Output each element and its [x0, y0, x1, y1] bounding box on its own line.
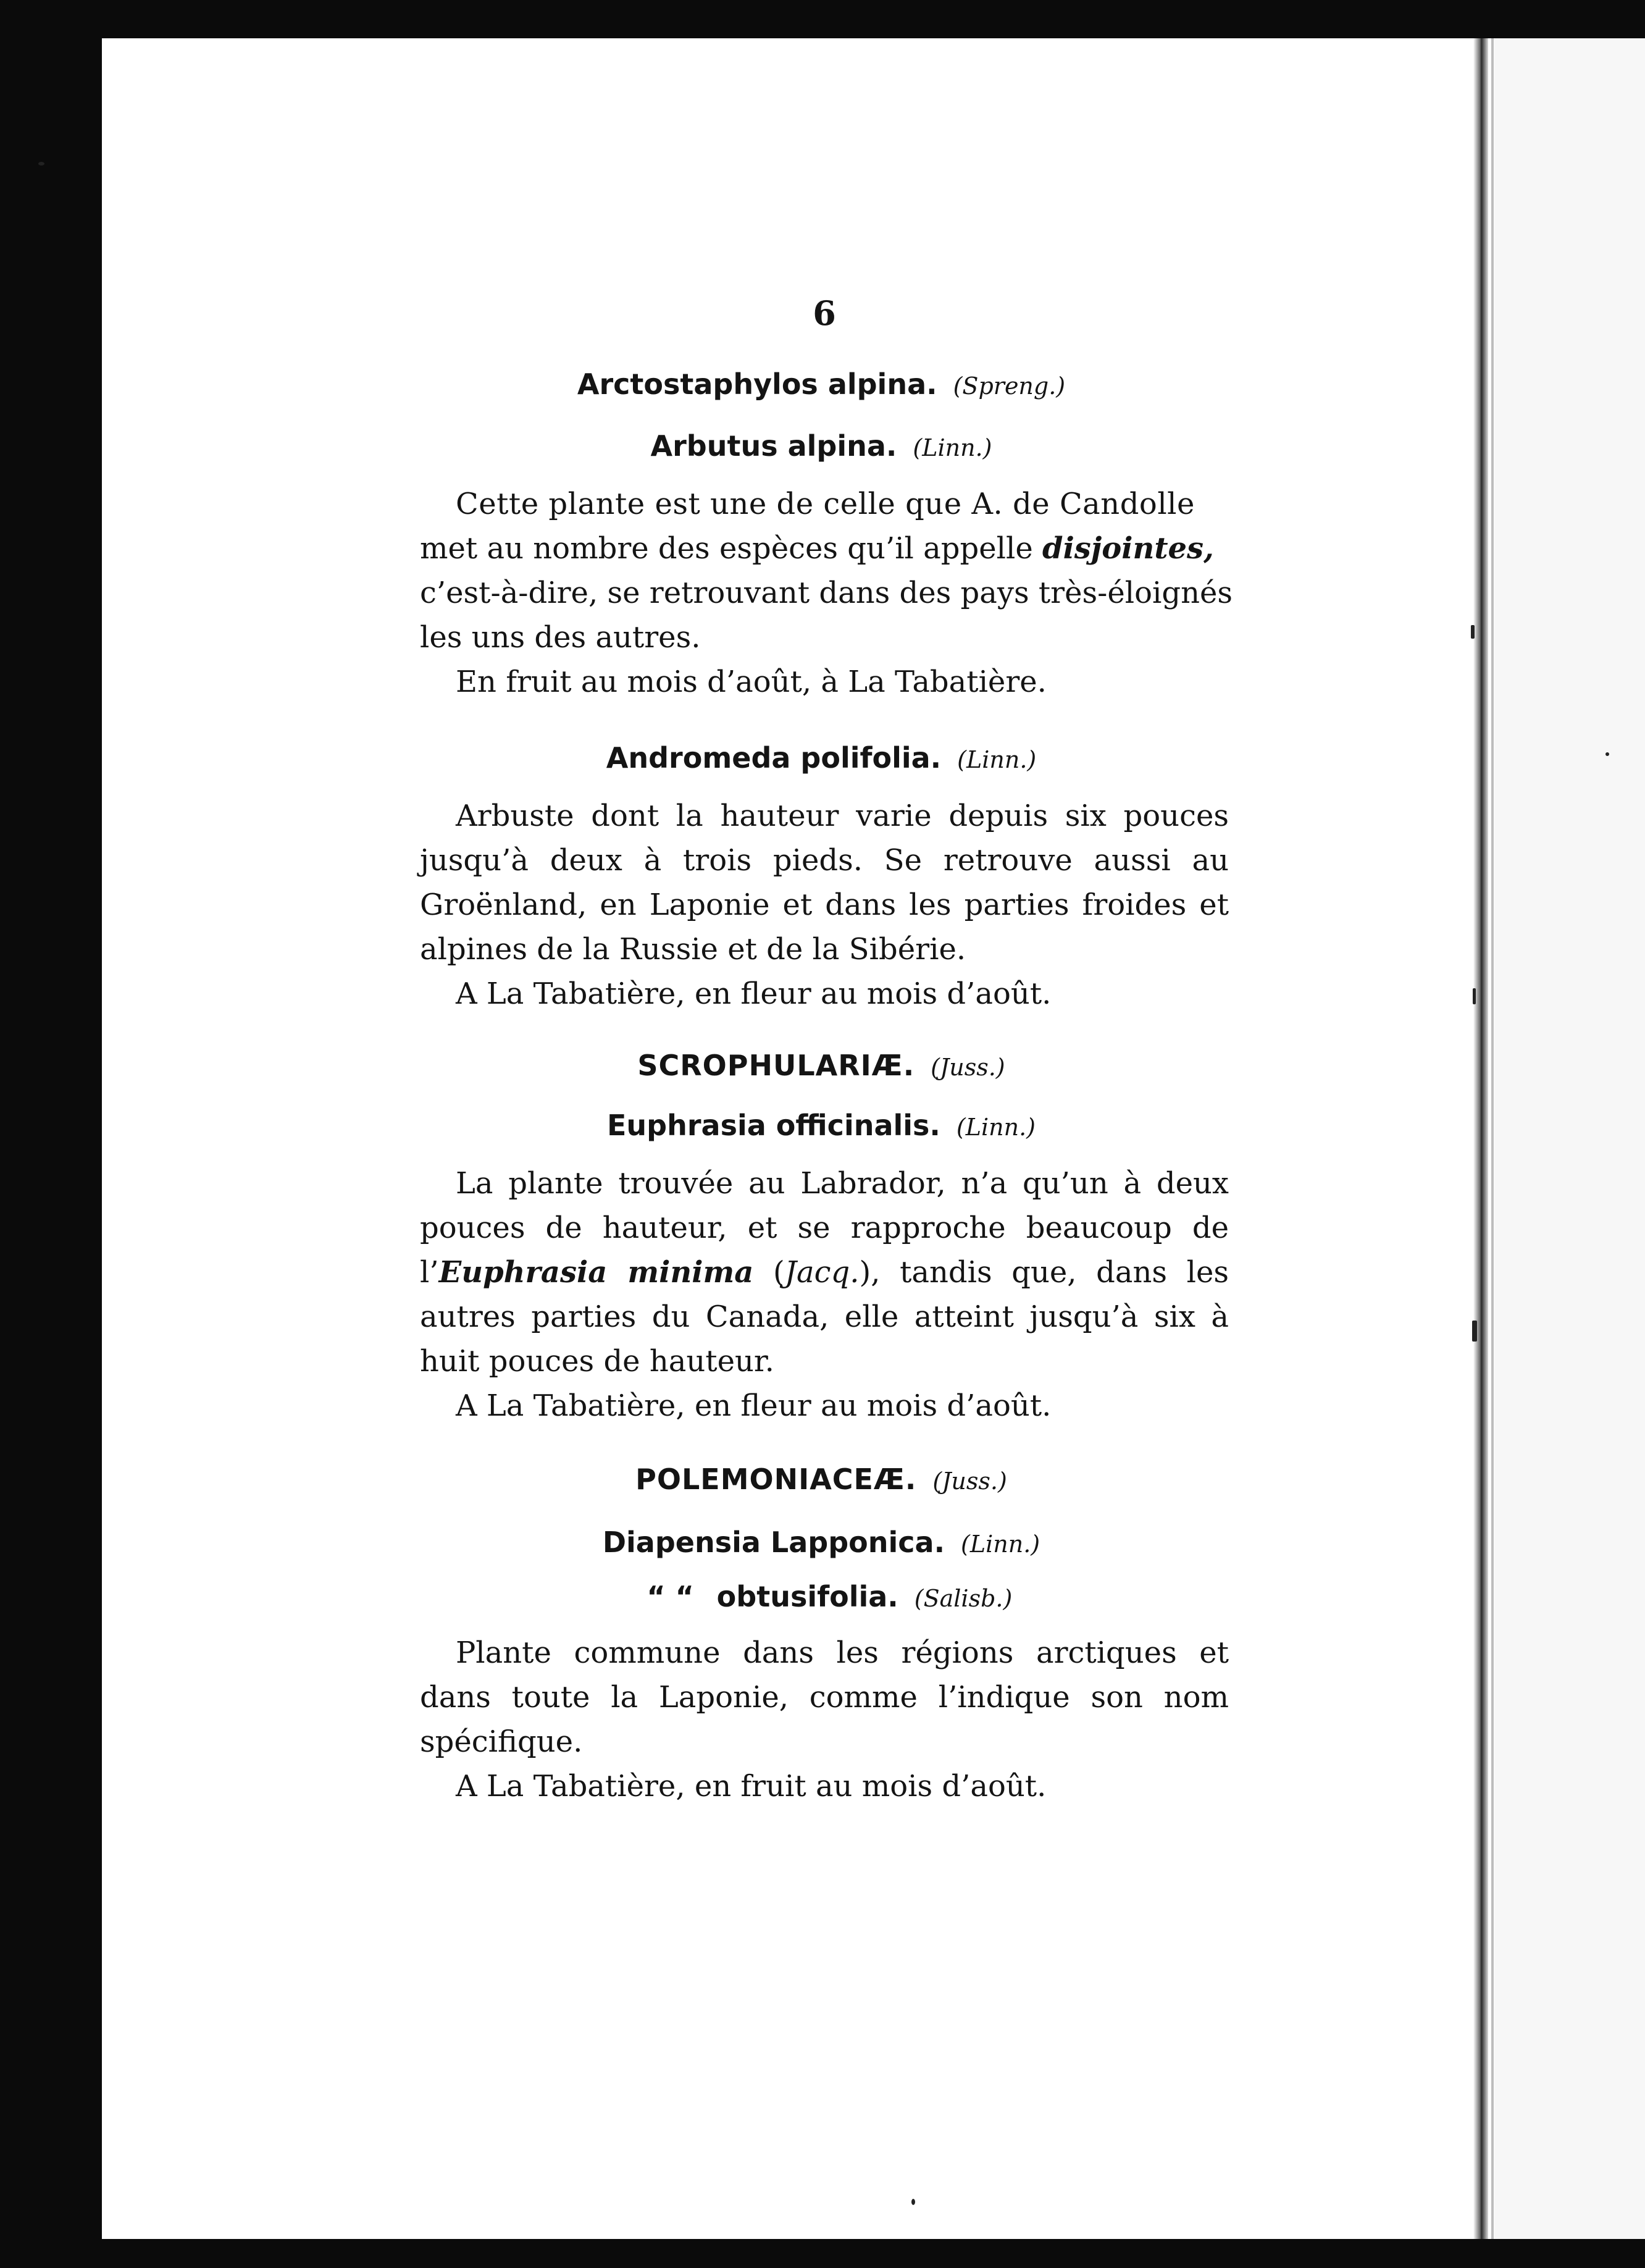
- paragraph-line: les uns des autres.: [420, 620, 701, 655]
- text-span: (: [753, 1255, 785, 1290]
- text-span: met au nombre des espèces qu’il appelle: [420, 531, 1042, 566]
- paragraph-line: [420, 526, 1229, 571]
- species-name: Arctostaphylos alpina.: [577, 368, 937, 401]
- species-authority: (Salisb.): [914, 1585, 1013, 1612]
- species-heading-andromeda: [408, 741, 1235, 775]
- family-name: POLEMONIACEÆ.: [635, 1463, 917, 1496]
- family-authority: (Juss.): [932, 1468, 1007, 1495]
- paragraph-line: c’est-à-dire, se retrouvant dans des pays très-éloignés: [420, 576, 1233, 610]
- paragraph-line: A La Tabatière, en fruit au mois d’août.: [456, 1769, 1047, 1804]
- species-authority: (Linn.): [956, 1114, 1036, 1141]
- text-span: La plante trouvée au Labrador, n’a qu’un à deux pouces de hauteur, et se rapproche beaucoup de l’: [420, 1166, 1229, 1290]
- species-heading-obtusifolia: [408, 1580, 1235, 1613]
- paragraph-line: En fruit au mois d’août, à La Tabatière.: [456, 665, 1047, 699]
- species-heading-arctostaphylos: [408, 368, 1235, 401]
- species-authority: (Spreng.): [953, 372, 1066, 400]
- species-authority: (Linn.): [913, 434, 992, 461]
- species-authority: (Linn.): [957, 746, 1037, 773]
- species-name: Arbutus alpina.: [650, 429, 897, 463]
- species-name: obtusifolia.: [716, 1580, 898, 1613]
- authority-text: Jacq.: [784, 1255, 860, 1290]
- paragraph-line: A La Tabatière, en fleur au mois d’août.: [456, 1388, 1052, 1423]
- paragraph-diapensia: Plante commune dans les régions arctiques et dans toute la Laponie, comme l’indique son nom spécifique.: [420, 1636, 1229, 1759]
- text-span: ), tandis que, dans les autres parties du Canada, elle atteint jusqu’à six à huit pouces de hauteur.: [420, 1255, 1229, 1379]
- family-name: SCROPHULARIÆ.: [637, 1049, 915, 1082]
- family-heading-scrophulariae: [408, 1049, 1235, 1082]
- species-heading-euphrasia: [408, 1109, 1235, 1142]
- paragraph-euphrasia: [420, 1161, 1229, 1384]
- emphasis-text: Euphrasia minima: [438, 1255, 754, 1290]
- ditto-marks: “ “: [647, 1580, 694, 1613]
- family-authority: (Juss.): [931, 1054, 1005, 1081]
- emphasis-text: disjointes,: [1042, 531, 1214, 566]
- species-authority: (Linn.): [961, 1531, 1040, 1558]
- species-name: Euphrasia officinalis.: [607, 1109, 940, 1142]
- species-name: Andromeda polifolia.: [606, 741, 942, 775]
- family-heading-polemoniaceae: [408, 1463, 1235, 1496]
- paragraph-andromeda: Arbuste dont la hauteur varie depuis six pouces jusqu’à deux à trois pieds. Se retrouve aussi au Groënland, en Laponie et dans les parties froides et alpines de la Russie et de la Sibérie.: [420, 799, 1229, 967]
- species-heading-arbutus: [408, 429, 1235, 463]
- species-name: Diapensia Lapponica.: [602, 1526, 945, 1559]
- species-heading-diapensia: [408, 1526, 1235, 1559]
- paragraph-line: A La Tabatière, en fleur au mois d’août.: [456, 976, 1052, 1011]
- page-number: 6: [813, 293, 836, 333]
- paragraph-line: Cette plante est une de celle que A. de Candolle: [456, 487, 1195, 521]
